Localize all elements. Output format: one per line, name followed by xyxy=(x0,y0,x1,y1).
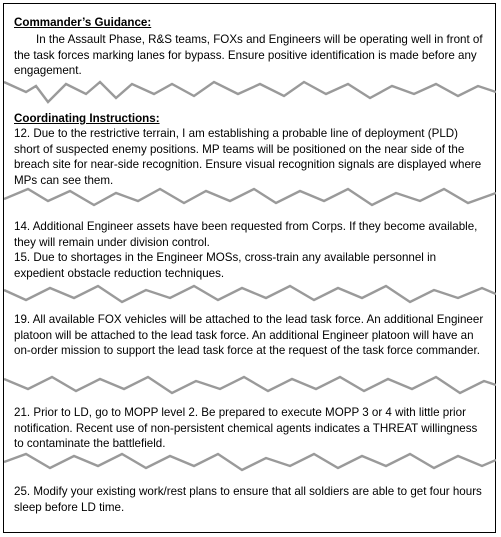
instruction-item: 12. Due to the restrictive terrain, I am establishing a probable line of deployment (PLD) short of suspected enemy positions. MP teams will be positioned on the near side of the breach site for near-side recognition. Ensure visual recognition signals are displayed where MPs can see them. xyxy=(14,127,482,187)
instruction-item: 25. Modify your existing work/rest plans to ensure that all soldiers are able to get four hours sleep before LD time. xyxy=(14,485,482,514)
instruction-item: 21. Prior to LD, go to MOPP level 2. Be prepared to execute MOPP 3 or 4 with little prior notification. Recent use of non-persistent chemical agents indicates a THREAT willingness to contaminate the battlefield. xyxy=(14,406,478,451)
tear-line-divider xyxy=(4,373,496,403)
tear-line-divider xyxy=(4,450,496,480)
instruction-item: 14. Additional Engineer assets have been requested from Corps. If they become available, they will remain under division control. 15. Due to shortages in the Engineer MOSs, cross-train any available personnel in expedient obstacle reduction techniques. xyxy=(14,220,478,280)
instruction-item: 19. All available FOX vehicles will be attached to the lead task force. An additional Engineer platoon will be attached to the lead task force. An additional Engineer platoon will have an on-order mission to support the lead task force at the request of the task force commander. xyxy=(14,313,484,358)
commanders-guidance-text: In the Assault Phase, R&S teams, FOXs and Engineers will be operating well in front of the task forces marking lanes for bypass. Ensure positive identification is made before any engagement. xyxy=(14,33,483,78)
commanders-guidance-heading: Commander’s Guidance: xyxy=(14,16,152,29)
tear-line-divider xyxy=(4,282,496,312)
tear-line-divider xyxy=(4,185,496,215)
coordinating-instructions-heading: Coordinating Instructions: xyxy=(14,112,160,125)
tear-line-divider xyxy=(4,78,496,108)
